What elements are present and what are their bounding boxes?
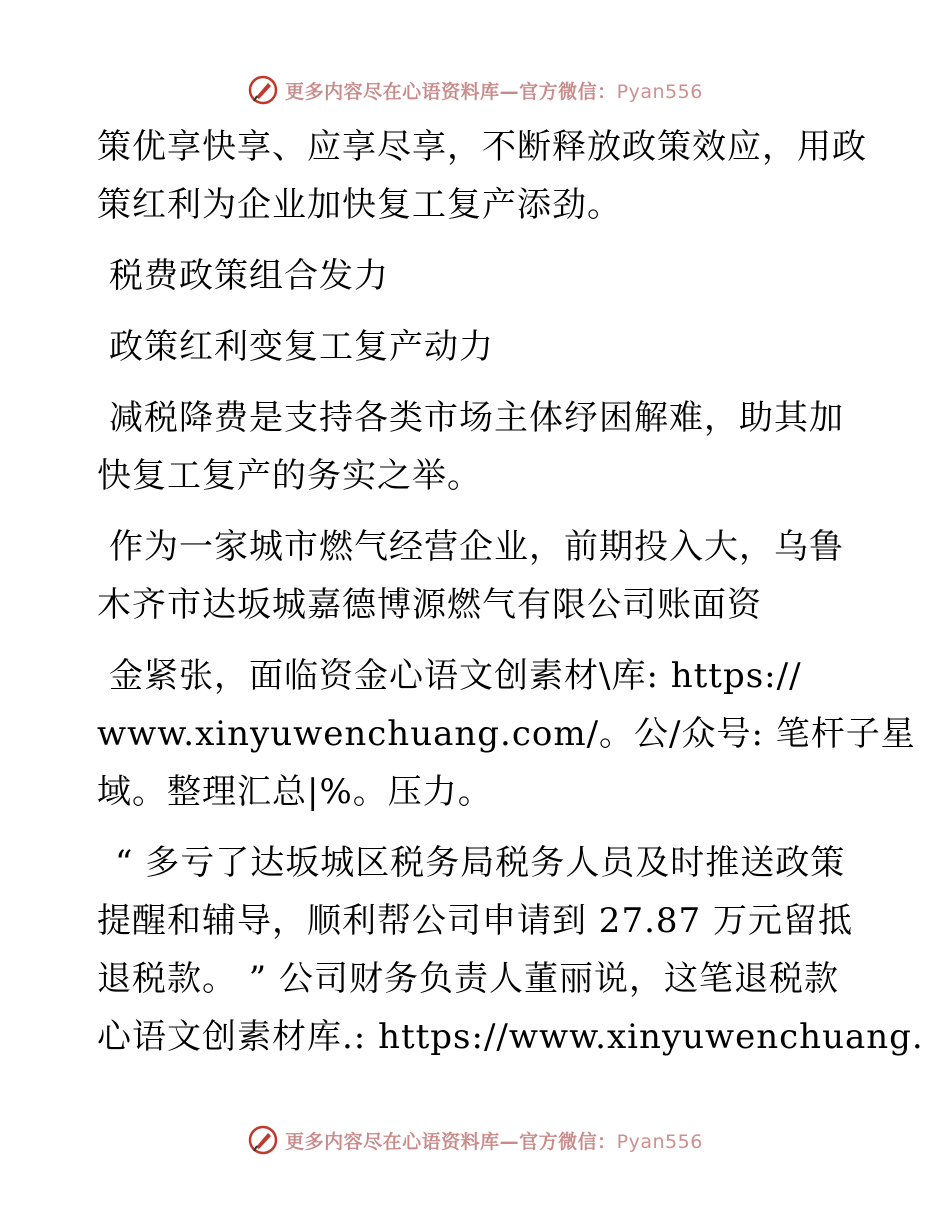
banner-text: 更多内容尽在心语资料库—官方微信：Pyan556 bbox=[285, 1130, 703, 1153]
text-line: 减税降费是支持各类市场主体纾困解难，助其加 bbox=[109, 398, 844, 438]
paragraph bbox=[97, 389, 857, 505]
section-heading bbox=[97, 318, 857, 376]
text-line: 心语文创素材库.: https://www.xinyuwenchuang. bbox=[97, 1017, 924, 1057]
document-body bbox=[97, 118, 924, 1066]
header-watermark bbox=[0, 70, 950, 110]
text-line: 策红利为企业加快复工复产添劲。 bbox=[97, 185, 622, 225]
wechat-account: Pyan556 bbox=[616, 80, 703, 103]
text-line: 提醒和辅导，顺利帮公司申请到 27.87 万元留抵 bbox=[97, 901, 853, 941]
quill-logo-icon bbox=[247, 1124, 279, 1156]
paragraph bbox=[97, 647, 916, 821]
banner-text: 更多内容尽在心语资料库—官方微信：Pyan556 bbox=[285, 80, 703, 103]
text-line: 快复工复产的务实之举。 bbox=[97, 456, 482, 496]
heading-line: 税费政策组合发力 bbox=[109, 256, 389, 296]
quill-logo-icon bbox=[247, 74, 279, 106]
text-line: “ 多亏了达坂城区税务局税务人员及时推送政策 bbox=[115, 843, 846, 883]
text-line: 作为一家城市燃气经营企业，前期投入大，乌鲁 bbox=[109, 527, 844, 567]
text-line: www.xinyuwenchuang.com/。公/众号: 笔杆子星 bbox=[97, 714, 916, 754]
footer-watermark bbox=[0, 1120, 950, 1160]
text-line: 木齐市达坂城嘉德博源燃气有限公司账面资 bbox=[97, 585, 762, 625]
text-line: 退税款。 ” 公司财务负责人董丽说，这笔退税款 bbox=[97, 959, 839, 999]
text-line: 金紧张，面临资金心语文创素材\库: https:// bbox=[109, 656, 802, 696]
text-line: 策优享快享、应享尽享，不断释放政策效应，用政 bbox=[97, 127, 867, 167]
heading-line: 政策红利变复工复产动力 bbox=[109, 327, 494, 367]
paragraph bbox=[97, 834, 924, 1066]
section-heading bbox=[97, 247, 857, 305]
paragraph bbox=[97, 518, 857, 634]
text-line: 域。整理汇总|%。压力。 bbox=[97, 772, 493, 812]
paragraph bbox=[97, 118, 867, 234]
wechat-account: Pyan556 bbox=[616, 1130, 703, 1153]
